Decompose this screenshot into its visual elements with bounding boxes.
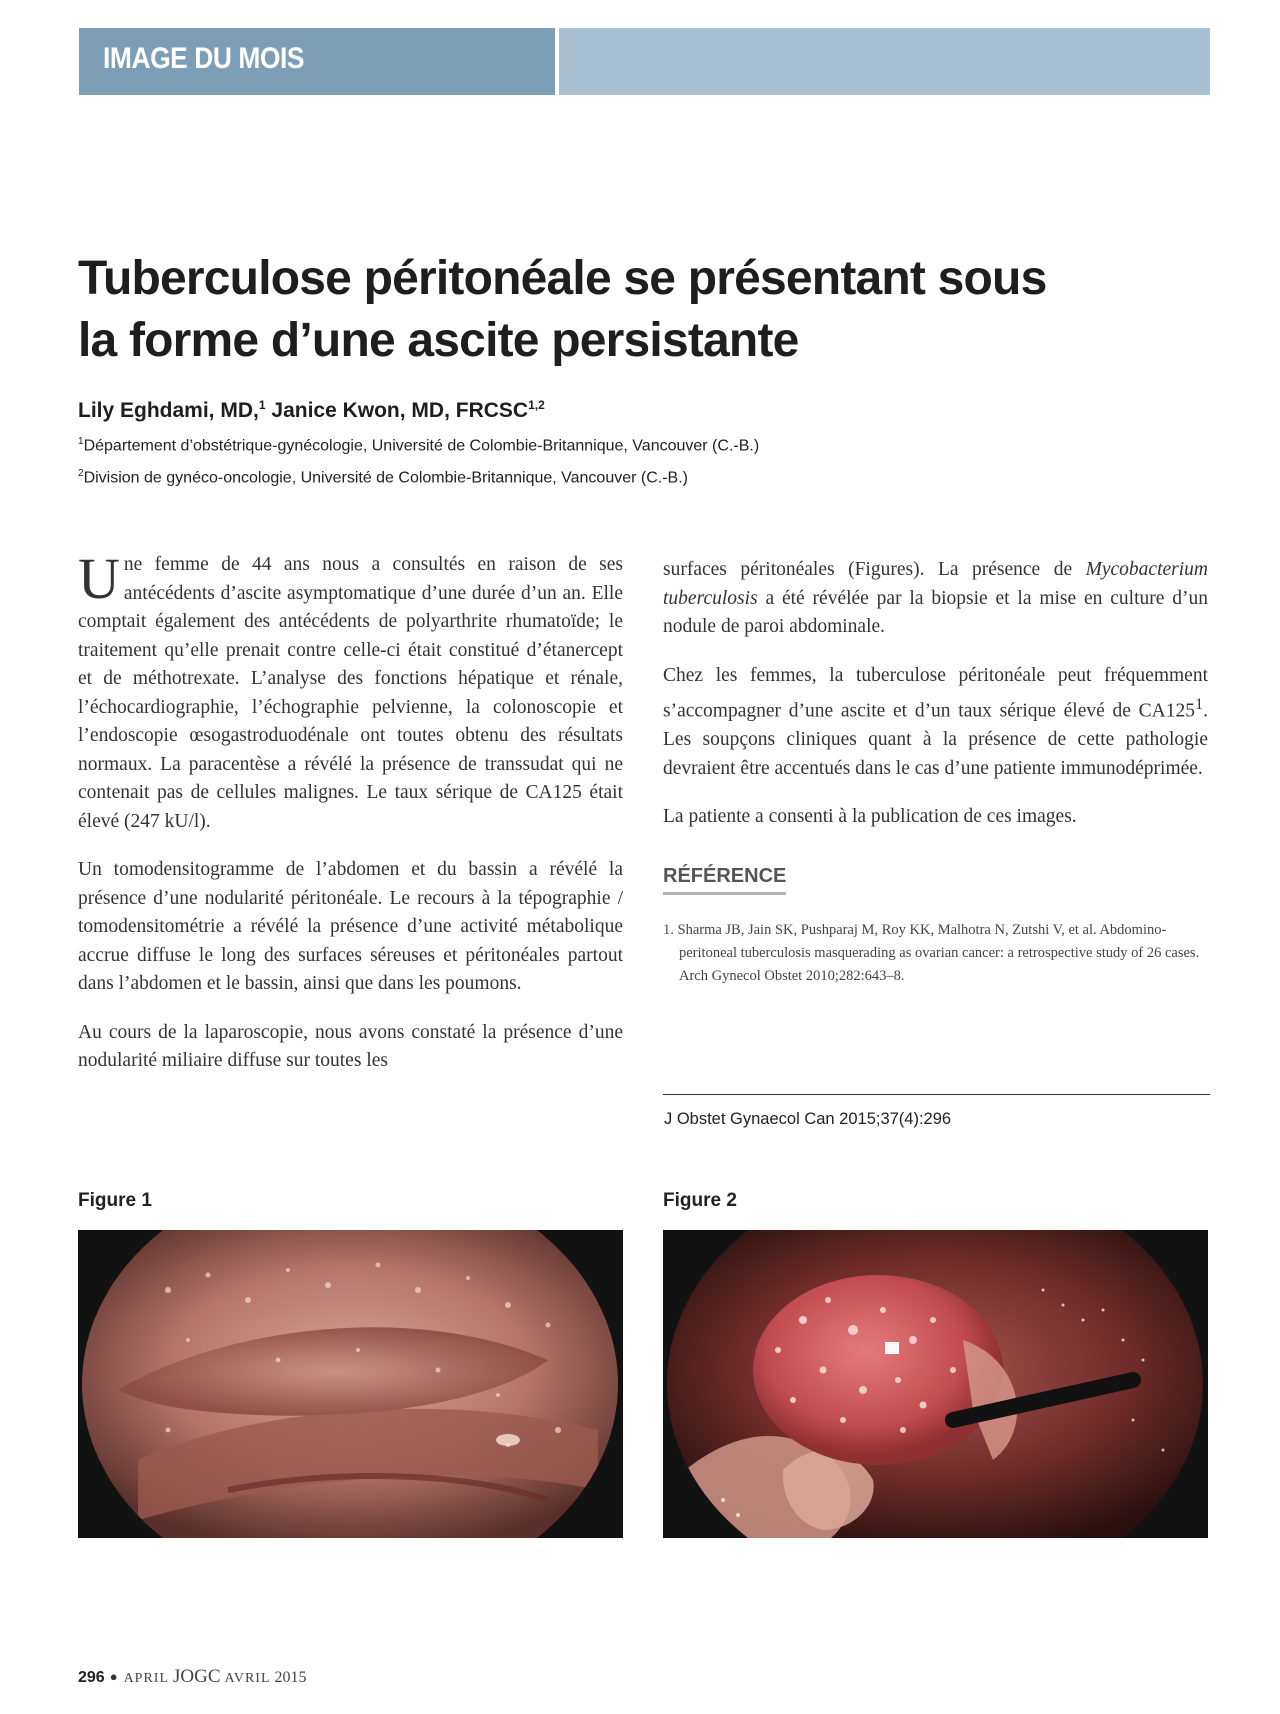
body-paragraph-3-cont-b: a été révélée par la biopsie et la mise en culture d’un nodule de paroi abdominale.: [663, 587, 1209, 637]
body-paragraph-4: [663, 662, 1208, 784]
body-paragraph-4-b: . Les soupçons cliniques quant à la présence de cette pathologie devraient être accentués dans le cas d’une patiente immunodéprimée.: [663, 700, 1208, 779]
figure-1-laparoscopy-photo: [78, 1230, 623, 1538]
affiliation-1: [78, 436, 759, 455]
figure-2-label: Figure 2: [663, 1190, 737, 1211]
journal-citation: J Obstet Gynaecol Can 2015;37(4):296: [664, 1110, 952, 1128]
affiliation-1-text: Département d’obstétrique-gynécologie, Université de Colombie-Britannique, Vancouver (C.-B.): [83, 437, 760, 455]
footer-year: 2015: [274, 1669, 307, 1686]
author-2: Janice Kwon, MD, FRCSC: [271, 399, 529, 422]
author-list: [78, 398, 545, 423]
footer-month-en: APRIL: [123, 1671, 170, 1686]
section-banner-label: IMAGE DU MOIS: [103, 42, 305, 75]
page-number: 296: [78, 1669, 105, 1686]
reference-heading: RÉFÉRENCE: [663, 862, 786, 896]
body-paragraph-5: La patiente a consenti à la publication de ces images.: [663, 806, 1077, 827]
body-paragraph-3-cont-a: surfaces péritonéales (Figures). La présence de: [663, 559, 1073, 580]
article-title: [78, 248, 1198, 372]
body-column-right: [663, 556, 1208, 988]
body-paragraph-3-continued: [663, 556, 1208, 642]
affiliation-2-text: Division de gynéco-oncologie, Université de Colombie-Britannique, Vancouver (C.-B.): [83, 469, 688, 487]
article-title-line-2: la forme d’une ascite persistante: [78, 314, 799, 367]
body-paragraph-4-a: Chez les femmes, la tuberculose péritonéale peut fréquemment s’accompagner d’une ascite et d’un taux sérique élevé de CA125: [663, 664, 1208, 722]
affiliation-1-mark: 1: [78, 436, 84, 447]
author-2-affiliation-mark: 1,2: [528, 398, 545, 412]
figure-2-laparoscopy-photo: [663, 1230, 1208, 1538]
article-title-line-1: Tuberculose péritonéale se présentant sous: [78, 252, 1047, 305]
reference-item: 1. Sharma JB, Jain SK, Pushparaj M, Roy KK, Malhotra N, Zutshi V, et al. Abdomino-peritoneal tuberculosis masquerading as ovarian cancer: a retrospective study of 26 cases. Arch Gynecol Obstet 2010;282:643–8.: [663, 922, 1200, 984]
body-paragraph-3: Au cours de la laparoscopie, nous avons constaté la présence d’une nodularité miliaire diffuse sur toutes les: [78, 1021, 623, 1071]
section-banner: [79, 28, 1210, 95]
affiliation-2: [78, 468, 688, 487]
drop-cap: U: [78, 546, 120, 611]
section-banner-label-box: [79, 28, 555, 95]
figure-1-label: Figure 1: [78, 1190, 152, 1211]
bullet-icon: ●: [109, 1669, 118, 1684]
footer-journal: JOGC: [173, 1666, 221, 1687]
affiliation-2-mark: 2: [78, 468, 84, 479]
author-1: Lily Eghdami, MD,: [78, 399, 259, 422]
author-1-affiliation-mark: 1: [258, 398, 266, 412]
body-paragraph-1-text: ne femme de 44 ans nous a consultés en raison de ses antécédents d’ascite asymptomatique d’une durée d’un an. Elle comptait également des antécédents de polyarthrite rhumatoïde; le traitement qu’elle prenait contre celle-ci était constitué d’étanercept et de méthotrexate. L’analyse des fonctions hépatique et rénale, l’échocardiographie, l’échographie pelvienne, la colonoscopie et l’endoscopie œsogastroduodénale ont toutes obtenu des résultats normaux. La paracentèse a révélé la présence de transsudat qui ne contenait pas de cellules malignes. Le taux sérique de CA125 était élevé (247 kU/l).: [78, 554, 623, 832]
body-paragraph-1: [78, 546, 623, 836]
citation-rule: [663, 1094, 1210, 1095]
species-name: Mycobacterium tuberculosis: [663, 559, 1208, 609]
section-banner-fill: [559, 28, 1210, 95]
footer-month-fr: AVRIL: [224, 1671, 271, 1686]
reference-mark: 1: [1195, 695, 1204, 713]
body-paragraph-2: Un tomodensitogramme de l’abdomen et du bassin a révélé la présence d’une nodularité péritonéale. Le recours à la tépographie / tomodensitométrie a révélé la présence d’une activité métabolique accrue diffuse le long des surfaces séreuses et péritonéales partout dans l’abdomen et le bassin, ainsi que dans les poumons.: [78, 859, 623, 994]
figure-1-image: [78, 1230, 623, 1538]
body-column-left: [78, 546, 623, 1096]
page-footer: [78, 1666, 307, 1688]
figure-2-image: [663, 1230, 1208, 1538]
